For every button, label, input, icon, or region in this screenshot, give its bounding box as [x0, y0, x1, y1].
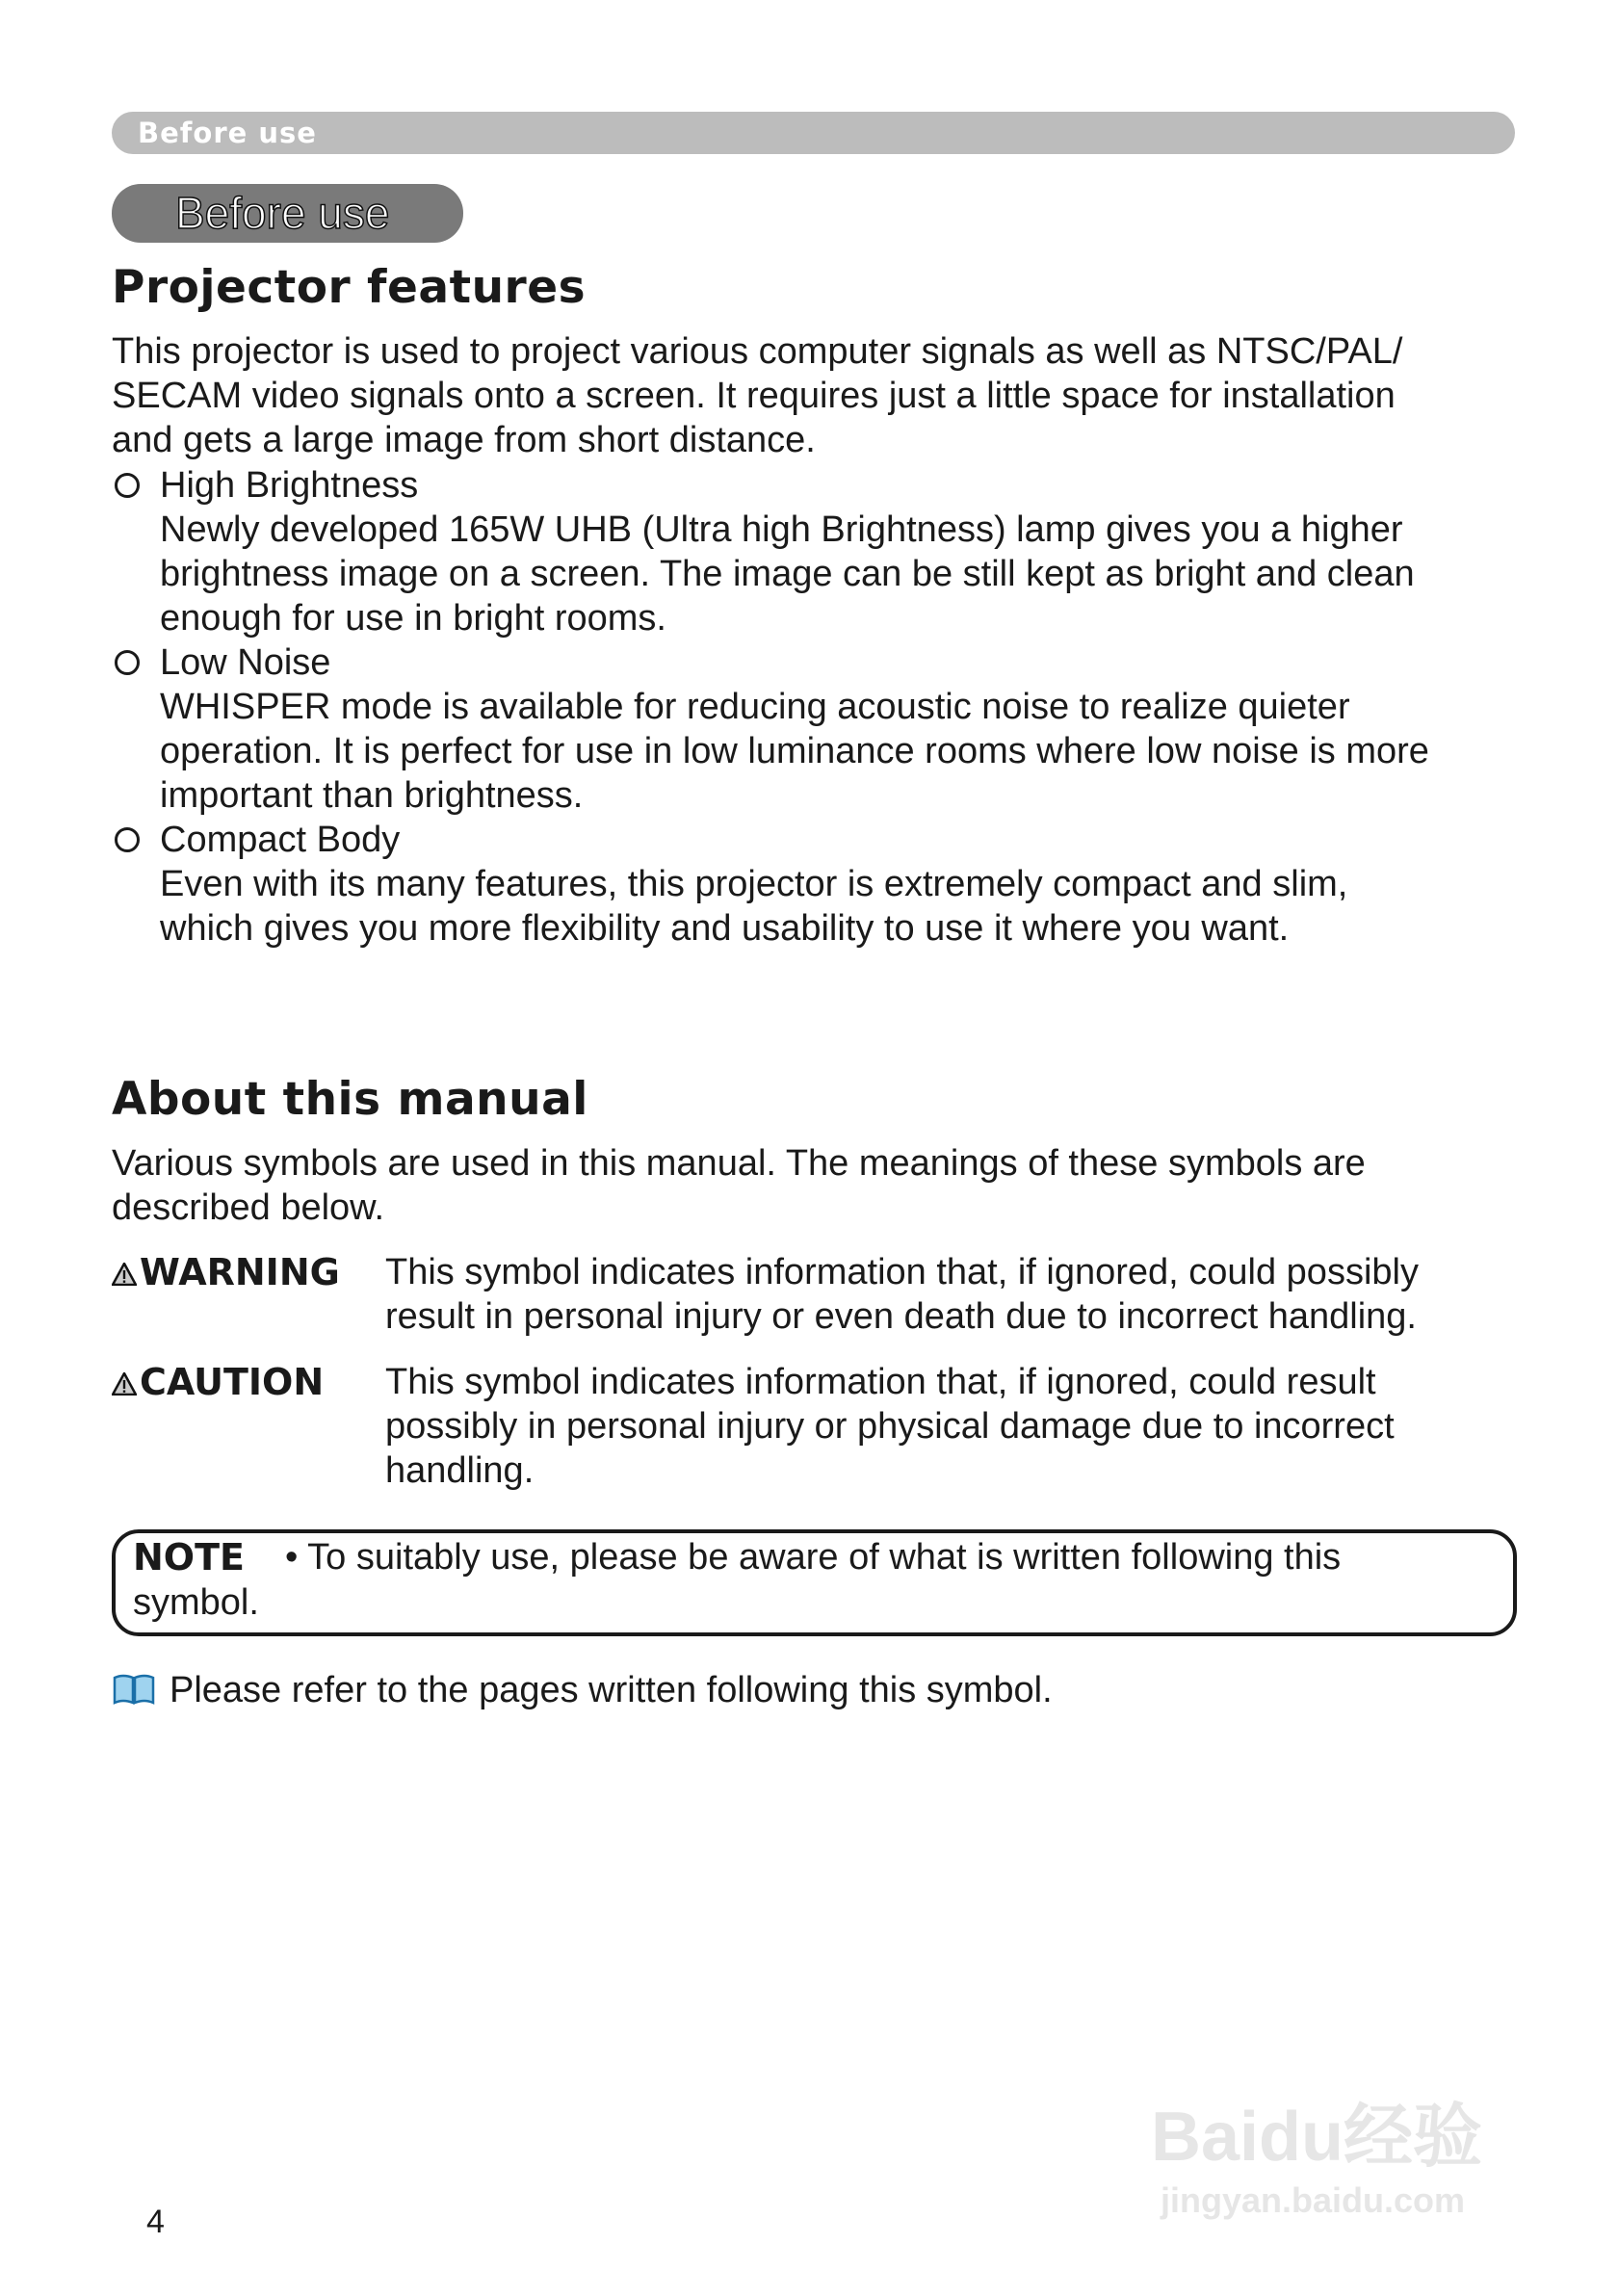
feature-title: Low Noise	[160, 642, 331, 683]
feature-line: WHISPER mode is available for reducing acoustic noise to realize quieter	[160, 687, 1350, 727]
manual-intro-line: described below.	[112, 1187, 385, 1228]
feature-title: Compact Body	[160, 820, 401, 860]
caution-label: CAUTION	[112, 1360, 324, 1404]
section-title-pill	[112, 184, 463, 243]
note-label: NOTE	[133, 1536, 245, 1578]
warning-triangle-icon	[112, 1263, 137, 1286]
about-manual-heading: About this manual	[112, 1073, 588, 1126]
book-reference-icon	[113, 1674, 155, 1705]
baidu-watermark: Baidu经验 jingyan.baidu.com	[1151, 2099, 1483, 2220]
warning-label: WARNING	[112, 1250, 340, 1294]
manual-intro-line: Various symbols are used in this manual. The meanings of these symbols are	[112, 1143, 1366, 1184]
page-number: 4	[146, 2204, 165, 2240]
intro-line: and gets a large image from short distance.	[112, 420, 816, 460]
caution-line: handling.	[385, 1450, 535, 1491]
note-line: • To suitably use, please be aware of what is written following this	[285, 1537, 1342, 1578]
warning-line: This symbol indicates information that, if ignored, could possibly	[385, 1252, 1419, 1292]
circle-bullet-icon	[115, 473, 140, 498]
note-line: symbol.	[133, 1582, 259, 1623]
circle-bullet-icon	[115, 827, 140, 852]
feature-line: important than brightness.	[160, 775, 584, 816]
circle-bullet-icon	[115, 650, 140, 675]
section-title-label: Before use	[175, 188, 390, 238]
projector-features-heading: Projector features	[112, 261, 587, 314]
section-header-bar	[112, 112, 1515, 154]
feature-line: Even with its many features, this projector is extremely compact and slim,	[160, 864, 1348, 904]
caution-line: This symbol indicates information that, if ignored, could result	[385, 1362, 1376, 1402]
feature-line: operation. It is perfect for use in low luminance rooms where low noise is more	[160, 731, 1429, 771]
feature-title: High Brightness	[160, 465, 419, 506]
feature-line: Newly developed 165W UHB (Ultra high Brightness) lamp gives you a higher	[160, 509, 1403, 550]
warning-line: result in personal injury or even death due to incorrect handling.	[385, 1296, 1417, 1337]
section-header-label: Before use	[138, 117, 317, 149]
intro-line: SECAM video signals onto a screen. It requires just a little space for installation	[112, 376, 1396, 416]
caution-line: possibly in personal injury or physical damage due to incorrect	[385, 1406, 1395, 1447]
refer-text: Please refer to the pages written following this symbol.	[170, 1670, 1053, 1710]
feature-line: enough for use in bright rooms.	[160, 598, 666, 639]
intro-line: This projector is used to project various computer signals as well as NTSC/PAL/	[112, 331, 1403, 372]
feature-line: brightness image on a screen. The image can be still kept as bright and clean	[160, 554, 1415, 594]
feature-line: which gives you more flexibility and usability to use it where you want.	[160, 908, 1290, 949]
caution-triangle-icon	[112, 1372, 137, 1396]
